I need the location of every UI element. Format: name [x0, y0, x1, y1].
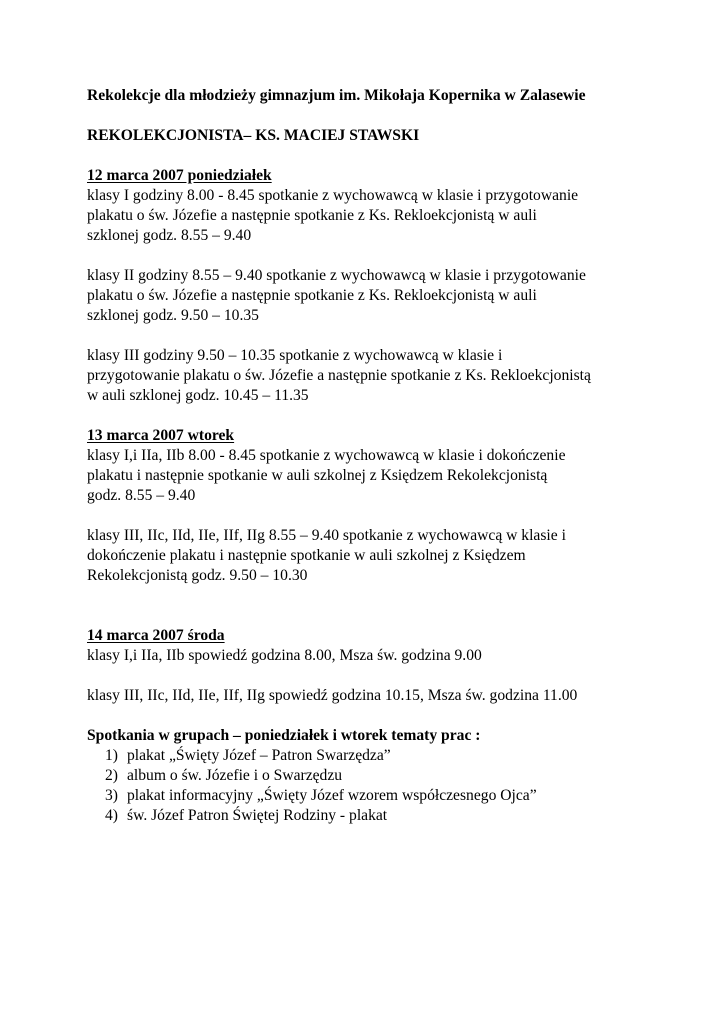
list-item-number: 2)	[105, 767, 118, 784]
list-item-number: 3)	[105, 787, 118, 804]
spacer	[87, 586, 697, 626]
schedule-line: plakatu o św. Józefie a następnie spotkanie z Ks. Rekloekcjonistą w auli	[87, 207, 537, 224]
day-heading: 12 marca 2007 poniedziałek	[87, 167, 272, 184]
document-page	[87, 86, 697, 826]
list-item	[87, 746, 697, 766]
schedule-line: klasy II godziny 8.55 – 9.40 spotkanie z wychowawcą w klasie i przygotowanie	[87, 267, 586, 284]
list-item	[87, 806, 697, 826]
list-item-text: plakat informacyjny „Święty Józef wzorem współczesnego Ojca”	[127, 787, 537, 804]
schedule-block	[87, 446, 697, 506]
schedule-line: klasy III, IIc, IId, IIe, IIf, IIg 8.55 – 9.40 spotkanie z wychowawcą w klasie i	[87, 527, 566, 544]
spacer	[87, 326, 697, 346]
day-heading: 13 marca 2007 wtorek	[87, 427, 235, 444]
schedule-block	[87, 266, 697, 326]
list-item	[87, 766, 697, 786]
schedule-line: dokończenie plakatu i następnie spotkanie w auli szkolnej z Księdzem	[87, 547, 526, 564]
schedule-line: klasy I,i IIa, IIb 8.00 - 8.45 spotkanie z wychowawcą w klasie i dokończenie	[87, 447, 566, 464]
spacer	[87, 406, 697, 426]
schedule-block	[87, 346, 697, 406]
group-meetings-heading: Spotkania w grupach – poniedziałek i wtorek tematy prac :	[87, 727, 481, 744]
schedule-line: szklonej godz. 8.55 – 9.40	[87, 227, 252, 244]
document-title: Rekolekcje dla młodzieży gimnazjum im. Mikołaja Kopernika w Zalasewie	[87, 87, 586, 104]
schedule-line: przygotowanie plakatu o św. Józefie a następnie spotkanie z Ks. Rekloekcjonistą	[87, 367, 591, 384]
group-meetings-section	[87, 726, 697, 826]
schedule-line: plakatu i następnie spotkanie w auli szkolnej z Księdzem Rekolekcjonistą	[87, 467, 548, 484]
schedule-line: klasy I godziny 8.00 - 8.45 spotkanie z wychowawcą w klasie i przygotowanie	[87, 187, 579, 204]
schedule-line: godz. 8.55 – 9.40	[87, 487, 196, 504]
list-item-text: plakat „Święty Józef – Patron Swarzędza”	[127, 747, 391, 764]
spacer	[87, 106, 697, 126]
list-item-number: 1)	[105, 747, 118, 764]
list-item-text: album o św. Józefie i o Swarzędzu	[127, 767, 343, 784]
day-section	[87, 426, 697, 586]
schedule-block	[87, 646, 697, 666]
list-item-text: św. Józef Patron Świętej Rodziny - plakat	[127, 807, 388, 824]
topics-list	[87, 746, 697, 826]
day-heading: 14 marca 2007 środa	[87, 627, 225, 644]
schedule-line: klasy I,i IIa, IIb spowiedź godzina 8.00, Msza św. godzina 9.00	[87, 647, 482, 664]
spacer	[87, 246, 697, 266]
schedule-block	[87, 686, 697, 706]
spacer	[87, 506, 697, 526]
day-section	[87, 626, 697, 706]
list-item-number: 4)	[105, 807, 118, 824]
schedule-line: klasy III, IIc, IId, IIe, IIf, IIg spowiedź godzina 10.15, Msza św. godzina 11.00	[87, 687, 578, 704]
schedule-line: plakatu o św. Józefie a następnie spotkanie z Ks. Rekloekcjonistą w auli	[87, 287, 537, 304]
schedule-line: klasy III godziny 9.50 – 10.35 spotkanie z wychowawcą w klasie i	[87, 347, 503, 364]
schedule-line: w auli szklonej godz. 10.45 – 11.35	[87, 387, 309, 404]
schedule-line: Rekolekcjonistą godz. 9.50 – 10.30	[87, 567, 308, 584]
schedule-block	[87, 526, 697, 586]
schedule-line: szklonej godz. 9.50 – 10.35	[87, 307, 259, 324]
day-section	[87, 166, 697, 406]
spacer	[87, 146, 697, 166]
spacer	[87, 706, 697, 726]
retreat-leader: REKOLEKCJONISTA– KS. MACIEJ STAWSKI	[87, 127, 420, 144]
list-item	[87, 786, 697, 806]
schedule-block	[87, 186, 697, 246]
spacer	[87, 666, 697, 686]
